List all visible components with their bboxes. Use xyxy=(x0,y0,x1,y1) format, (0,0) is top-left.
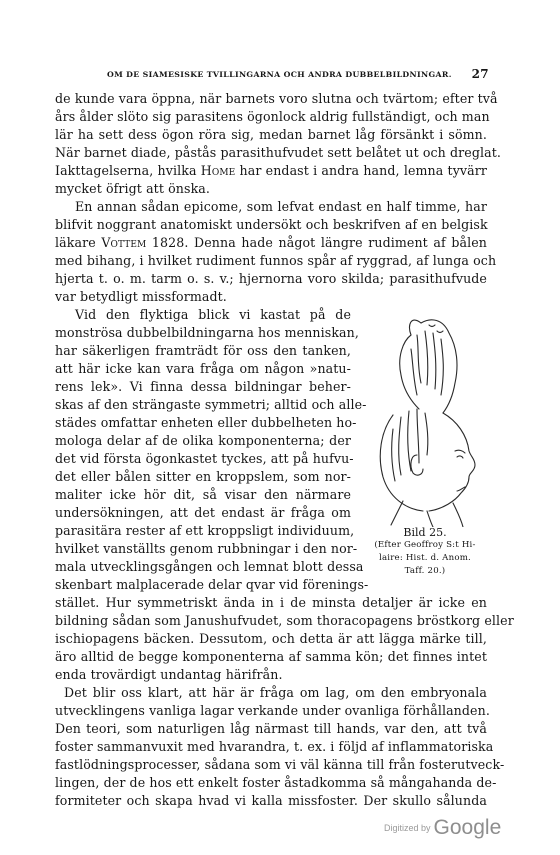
text-line: läkare Vottem 1828. Denna hade något längre rudiment af bålen xyxy=(55,235,487,250)
text-line: det eller bålen sitter en kroppslem, som nor- xyxy=(55,469,351,484)
text-line: stället. Hur symmetriskt ända in i de minsta detaljer är icke en xyxy=(55,595,487,610)
text-line: foster sammanvuxit med hvarandra, t. ex. i följd af inflammatoriska xyxy=(55,739,494,754)
text-line: städes omfattar enheten eller dubbelheten ho- xyxy=(55,415,357,430)
text-line: formiteter och skapa hvad vi kalla missfoster. Der skullo sålunda xyxy=(55,793,487,808)
text-line: Iakttagelserna, hvilka Home har endast i andra hand, lemna tyvärr xyxy=(55,163,487,178)
text-line: Det blir oss klart, att här är fråga om lag, om den embryonala xyxy=(64,685,487,700)
text-line: hvilket vanställts genom rubbningar i den nor- xyxy=(55,541,358,556)
text-line: att här icke kan vara fråga om någon »natu- xyxy=(55,361,351,376)
digitized-watermark xyxy=(384,816,501,840)
text-line: undersökningen, att det endast är fråga om xyxy=(55,505,351,520)
text-line: bildning sådan som Janushufvudet, som thoracopagens bröstkorg eller xyxy=(55,613,514,628)
caption-line: laire: Hist. d. Anom. xyxy=(379,553,471,563)
author-name: Home xyxy=(200,163,236,178)
text-line: med bihang, i hvilket rudiment funnos spår af ryggrad, af lunga och xyxy=(55,253,497,268)
figure-illustration xyxy=(357,305,497,527)
text-line: års ålder slöto sig parasitens ögonlock aldrig fullständigt, och man xyxy=(55,109,490,124)
text-line: fastlödningsprocesser, sådana som vi väl känna till från fosterutveck- xyxy=(55,757,505,772)
text-line: skenbart malplacerade delar qvar vid förenings- xyxy=(55,577,369,592)
text-line: skas af den strängaste symmetri; alltid och alle- xyxy=(55,397,367,412)
page-number: 27 xyxy=(471,67,489,81)
google-logo: Google xyxy=(433,816,502,839)
text-line: När barnet diade, påstås parasithufvudet sett belåtet ut och dreglat. xyxy=(55,145,501,160)
text-line: det vid första ögonkastet tyckes, att på hufvu- xyxy=(55,451,354,466)
text-line: Den teori, som naturligen låg närmast till hands, var den, att två xyxy=(55,721,487,736)
text-line: mologa delar af de olika komponenterna; der xyxy=(55,433,351,448)
text-line: mala utvecklingsgången och lemnat blott dessa xyxy=(55,559,364,574)
text-line: var betydligt missformadt. xyxy=(55,289,227,304)
running-title: OM DE SIAMESISKE TVILLINGARNA OCH ANDRA DUBBELBILDNINGAR. xyxy=(107,70,452,79)
text-line: äro alltid de begge komponenterna af samma kön; det finnes intet xyxy=(55,649,487,664)
text-line: mycket öfrigt att önska. xyxy=(55,181,211,196)
text-line: maliter icke hör dit, så visar den närmare xyxy=(55,487,351,502)
text-line: utvecklingens vanliga lagar verkande under ovanliga förhållanden. xyxy=(55,703,490,718)
author-name: Vottem xyxy=(101,235,147,250)
figure-caption xyxy=(359,526,491,578)
text-line: rens lek». Vi finna dessa bildningar beher- xyxy=(55,379,351,394)
caption-line: (Efter Geoffroy S:t Hi- xyxy=(374,540,476,550)
text-line: ischiopagens bäcken. Dessutom, och detta är att lägga märke till, xyxy=(55,631,487,646)
text-line: enda trovärdigt undantag härifrån. xyxy=(55,667,283,682)
figure-label: Bild 25. xyxy=(403,526,447,539)
text-line: lingen, der de hos ett enkelt foster åstadkomma så mångahanda de- xyxy=(55,775,497,790)
text-line: Vid den flyktiga blick vi kastat på de xyxy=(75,307,351,322)
text-line: monströsa dubbelbildningarna hos menniskan, xyxy=(55,325,359,340)
text-line: En annan sådan epicome, som lefvat endast en half timme, har xyxy=(75,199,487,214)
text-line: har säkerligen framträdt för oss den tanken, xyxy=(55,343,351,358)
text-line: blifvit noggrant anatomiskt undersökt och beskrifven af en belgisk xyxy=(55,217,488,232)
twin-head-drawing xyxy=(357,305,497,527)
watermark-prefix: Digitized by xyxy=(384,823,431,833)
text-line: parasitära rester af ett kroppsligt individuum, xyxy=(55,523,355,538)
text-line: lär ha sett dess ögon röra sig, medan barnet låg försänkt i sömn. xyxy=(55,127,487,142)
caption-line: Taff. 20.) xyxy=(404,566,446,576)
text-line: de kunde vara öppna, när barnets voro slutna och tvärtom; efter två xyxy=(55,91,498,106)
text-line: hjerta t. o. m. tarm o. s. v.; hjernorna voro skilda; parasithufvude xyxy=(55,271,487,286)
